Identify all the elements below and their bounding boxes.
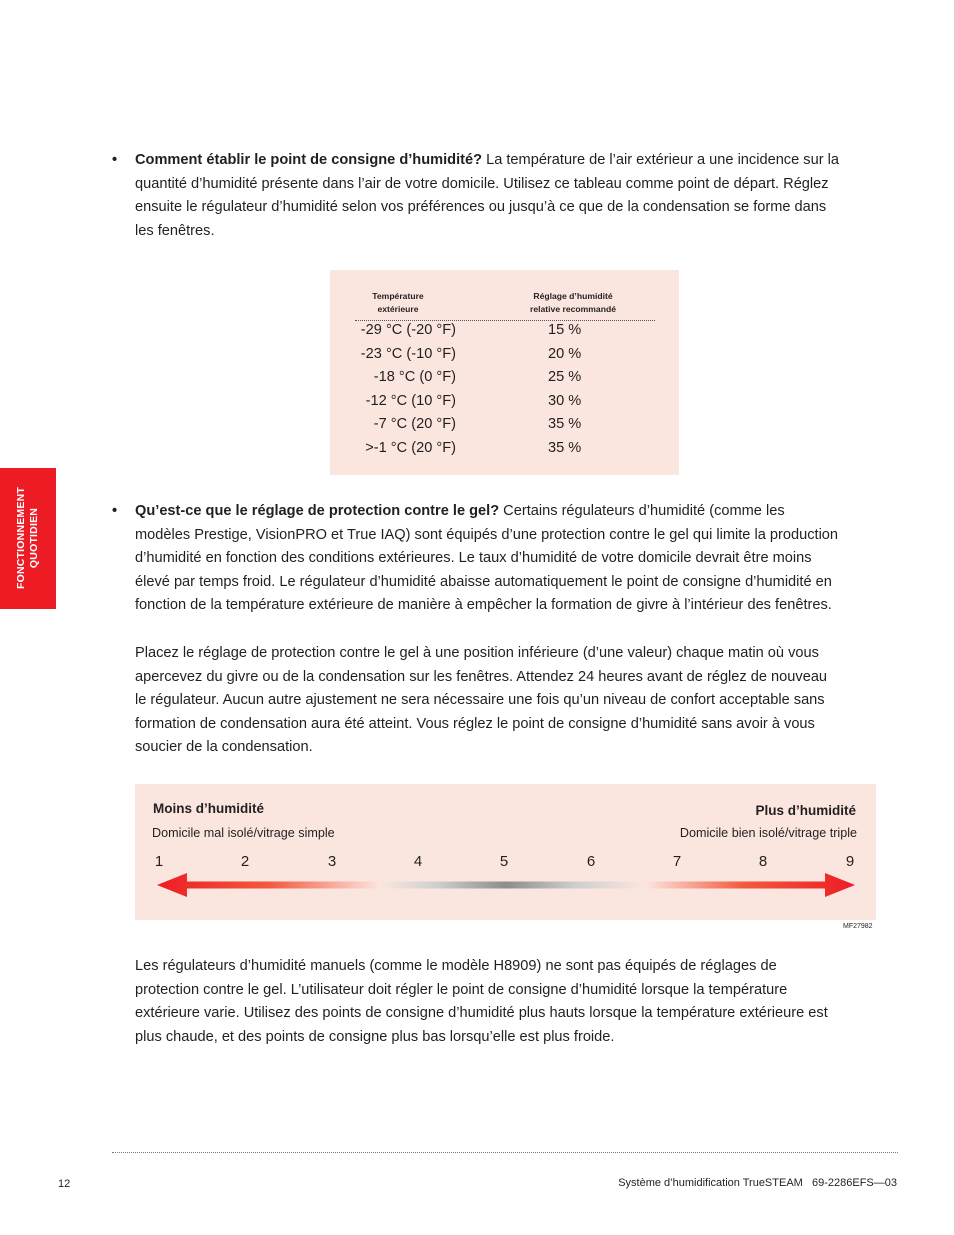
rh-cell: 30 % — [548, 392, 582, 409]
footer-divider — [112, 1152, 898, 1153]
more-humidity-title: Plus d’humidité — [755, 803, 856, 818]
header-humidity — [513, 290, 633, 316]
frost-paragraph-2 — [135, 642, 900, 760]
section-setpoint — [112, 149, 902, 243]
table-row — [330, 440, 679, 463]
frost-para2-line-2: apercevez du givre ou de la condensation sur les fenêtres. Attendez 24 heures avant de réglez de nouveau — [135, 668, 828, 685]
rh-cell: 35 % — [548, 439, 582, 456]
setpoint-line-1: La température de l’air extérieur a une incidence sur la — [482, 152, 839, 168]
table-row — [330, 393, 679, 416]
manual-line-4: plus chaude, et des points de consigne plus bas lorsqu’elle est plus froide. — [135, 1028, 615, 1045]
less-humidity-subtitle: Domicile mal isolé/vitrage simple — [152, 826, 335, 840]
humidity-scale-diagram — [135, 784, 876, 920]
scale-number-2: 2 — [240, 853, 250, 870]
setpoint-line-3: ensuite le régulateur d’humidité selon vos préférences ou jusqu’à ce que de la condensation se forme dans — [135, 199, 827, 215]
frost-para2-line-5: soucier de la condensation. — [135, 739, 313, 755]
humidity-table — [330, 270, 679, 475]
frost-line-3: d’humidité en fonction des conditions extérieures. Le taux d’humidité de votre domicile devrait être moins — [135, 550, 812, 566]
setpoint-question: Comment établir le point de consigne d’humidité? — [135, 152, 483, 168]
scale-number-6: 6 — [586, 853, 596, 870]
bullet-marker: • — [112, 503, 118, 519]
double-arrow-icon — [135, 784, 876, 920]
manual-humidistat-paragraph — [135, 955, 900, 1049]
frost-line-1: Certains régulateurs d’humidité (comme les — [499, 503, 785, 519]
rh-cell: 20 % — [548, 345, 582, 362]
page-number: 12 — [58, 1178, 71, 1190]
footer-document-title: Système d’humidification TrueSTEAM 69-2286EFS—03 — [618, 1177, 897, 1189]
scale-number-5: 5 — [499, 853, 509, 870]
figure-code: MF27982 — [843, 923, 873, 930]
double-arrow-shape — [157, 873, 855, 897]
header-temperature-line2: extérieure — [377, 304, 419, 314]
bullet-marker: • — [112, 152, 118, 168]
less-humidity-title: Moins d’humidité — [153, 801, 264, 816]
rh-cell: 35 % — [548, 416, 582, 432]
temp-cell: >-1 °C (20 °F) — [365, 439, 456, 456]
manual-line-2: protection contre le gel. L’utilisateur doit régler le point de consigne d’humidité lorsque la température — [135, 981, 788, 998]
table-divider — [355, 320, 655, 321]
scale-number-1: 1 — [154, 853, 164, 870]
temp-cell: -23 °C (-10 °F) — [360, 345, 456, 362]
table-row — [330, 322, 679, 345]
table-row — [330, 369, 679, 392]
table-row — [330, 416, 679, 439]
section-setpoint-text — [135, 149, 902, 243]
setpoint-line-4: les fenêtres. — [135, 222, 215, 239]
section-frost-text — [135, 500, 902, 618]
section-side-tab — [0, 468, 56, 609]
temp-cell: -7 °C (20 °F) — [373, 416, 456, 432]
side-tab-label — [15, 487, 41, 589]
manual-line-1: Les régulateurs d’humidité manuels (comme le modèle H8909) ne sont pas équipés de réglages de — [135, 958, 777, 974]
frost-line-5: fonction de la température extérieure de manière à empêcher la formation de givre à l’intérieur des fenêtres. — [135, 597, 832, 613]
scale-number-7: 7 — [672, 853, 682, 870]
temp-cell: -18 °C (0 °F) — [373, 369, 456, 385]
header-temperature — [358, 290, 438, 316]
scale-number-4: 4 — [413, 853, 423, 870]
frost-line-4: élevé par temps froid. Le régulateur d’humidité abaisse automatiquement le point de consigne d’humidité en — [135, 573, 832, 590]
frost-para2-line-1: Placez le réglage de protection contre le gel à une position inférieure (d’une valeur) chaque matin où vous — [135, 645, 819, 661]
header-humidity-line1: Réglage d’humidité — [533, 291, 613, 301]
side-tab-line2: QUOTIDIEN — [28, 507, 40, 569]
frost-line-2: modèles Prestige, VisionPRO et True IAQ) sont équipés d’une protection contre le gel qui limite la production — [135, 526, 839, 543]
setpoint-line-2: quantité d’humidité présente dans l’air de votre domicile. Utilisez ce tableau comme point de départ. Réglez — [135, 175, 829, 192]
scale-number-8: 8 — [758, 853, 768, 870]
section-frost-protection — [112, 500, 902, 618]
frost-para2-line-4: formation de condensation aura été atteint. Vous réglez le point de consigne d’humidité sans avoir à vous — [135, 715, 815, 732]
table-row — [330, 346, 679, 369]
header-temperature-line1: Température — [372, 291, 424, 301]
more-humidity-subtitle: Domicile bien isolé/vitrage triple — [679, 826, 857, 840]
rh-cell: 15 % — [548, 322, 582, 338]
scale-number-9: 9 — [845, 853, 855, 870]
scale-number-3: 3 — [327, 853, 337, 870]
side-tab-line1: FONCTIONNEMENT — [15, 487, 27, 589]
frost-para2-line-3: le régulateur. Aucun autre ajustement ne sera nécessaire une fois qu’un niveau de confort acceptable sans — [135, 692, 825, 708]
header-humidity-line2: relative recommandé — [530, 304, 616, 314]
temp-cell: -29 °C (-20 °F) — [360, 322, 456, 338]
rh-cell: 25 % — [548, 369, 582, 385]
temp-cell: -12 °C (10 °F) — [365, 392, 456, 409]
manual-line-3: extérieure varie. Utilisez des points de consigne d’humidité plus hauts lorsque la température extérieure est — [135, 1005, 828, 1021]
frost-question: Qu’est-ce que le réglage de protection contre le gel? — [135, 503, 500, 519]
